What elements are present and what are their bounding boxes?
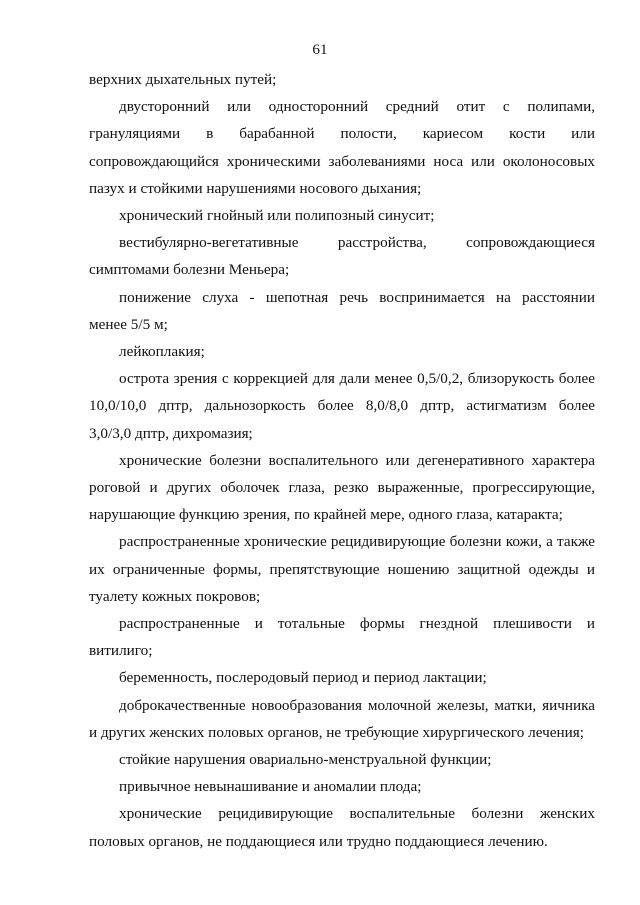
text-line: туалету кожных покровов; [89,587,261,605]
text-line: хронические рецидивирующие воспалительные болезни женских [119,805,595,823]
text-line: хронические болезни воспалительного или дегенеративного характера [119,451,595,469]
text-line: пазух и стойкими нарушениями носового дыхания; [89,179,422,197]
text-line: привычное невынашивание и аномалии плода; [119,778,422,796]
text-line: двусторонний или односторонний средний отит с полипами, [119,98,595,116]
text-line: доброкачественные новообразования молочной железы, матки, яичника [119,696,595,714]
page-number: 61 [312,41,328,58]
document-body [89,66,595,855]
text-line: менее 5/5 м; [89,315,168,333]
text-line: распространенные и тотальные формы гнездной плешивости и витилиго; [89,615,595,660]
text-line: роговой и других оболочек глаза, резко выраженные, прогрессирующие, [89,479,595,497]
text-line: острота зрения с коррекцией для дали менее 0,5/0,2, близорукость более [119,370,595,388]
text-line: 3,0/3,0 дптр, дихромазия; [89,424,253,442]
text-line: верхних дыхательных путей; [89,71,277,88]
text-line: нарушающие функцию зрения, по крайней мере, одного глаза, катаракта; [89,506,563,524]
text-line: 10,0/10,0 дптр, дальнозоркость более 8,0/8,0 дптр, астигматизм более [89,397,595,415]
text-line: распространенные хронические рецидивирующие болезни кожи, а также [119,533,595,551]
text-line: грануляциями в барабанной полости, кариесом кости или [89,125,595,143]
text-line: симптомами болезни Меньера; [89,261,290,279]
text-line: понижение слуха - шепотная речь воспринимается на расстоянии [119,288,595,306]
text-line: их ограниченные формы, препятствующие ношению защитной одежды и [89,560,595,578]
text-line: лейкоплакия; [119,343,205,361]
text-line: беременность, послеродовый период и период лактации; [119,669,487,687]
text-line: стойкие нарушения овариально-менструальной функции; [119,751,492,769]
text-line: хронический гнойный или полипозный синусит; [119,207,435,225]
text-line: половых органов, не поддающиеся или трудно поддающиеся лечению. [89,832,548,850]
text-line: вестибулярно-вегетативные расстройства, сопровождающиеся [119,234,595,252]
text-line: сопровождающийся хроническими заболеваниями носа или околоносовых [89,152,595,170]
text-line: и других женских половых органов, не требующие хирургического лечения; [89,723,584,741]
